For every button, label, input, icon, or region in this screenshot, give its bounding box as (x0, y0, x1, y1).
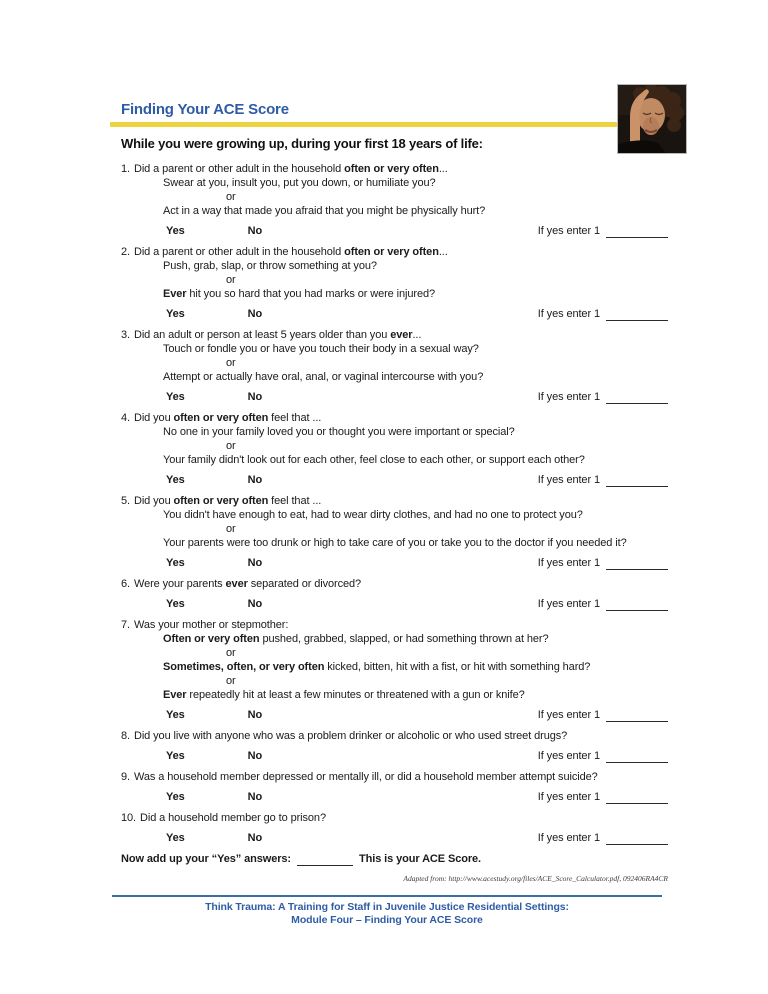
score-entry-blank (606, 599, 668, 611)
score-entry-blank (606, 833, 668, 845)
question-intro (121, 811, 668, 825)
emphasis-text: often or very often (344, 246, 439, 258)
question-sub-line (121, 688, 668, 702)
no-option: No (247, 474, 263, 486)
answer-row (121, 473, 668, 487)
if-yes-label: If yes enter 1 (537, 791, 600, 803)
yes-option: Yes (166, 308, 185, 320)
question-intro (121, 328, 668, 342)
page-title: Finding Your ACE Score (121, 101, 289, 118)
question-number: 5. (121, 495, 130, 507)
no-option: No (247, 225, 263, 237)
total-label: Now add up your “Yes” answers: (121, 853, 291, 865)
if-yes-enter (538, 790, 668, 804)
question-block-4 (121, 411, 668, 487)
if-yes-enter (538, 224, 668, 238)
if-yes-enter (538, 390, 668, 404)
emphasis-text: ever (390, 329, 413, 341)
emphasis-text: Ever (163, 689, 187, 701)
footer-line-2: Module Four – Finding Your ACE Score (291, 914, 483, 926)
question-text: Act in a way that made you afraid that you might be physically hurt? (163, 205, 486, 217)
question-text: Did you live with anyone who was a problem drinker or alcoholic or who used street drugs? (133, 730, 568, 742)
question-text: separated or divorced? (247, 578, 362, 590)
or-label: or (226, 357, 236, 369)
no-option: No (247, 832, 263, 844)
answer-row (121, 749, 668, 763)
no-option: No (247, 391, 263, 403)
question-text: feel that ... (268, 495, 322, 507)
no-option: No (247, 709, 263, 721)
question-text: ... (438, 246, 448, 258)
question-block-6 (121, 577, 668, 611)
question-text: pushed, grabbed, slapped, or had something thrown at her? (259, 633, 549, 645)
question-sub-line (121, 259, 668, 273)
emphasis-text: ever (225, 578, 248, 590)
answer-row (121, 831, 668, 845)
yes-option: Yes (166, 791, 185, 803)
question-text: Was a household member depressed or mentally ill, or did a household member attempt suicide? (133, 771, 598, 783)
score-entry-blank (606, 392, 668, 404)
if-yes-label: If yes enter 1 (537, 557, 600, 569)
or-separator (121, 674, 668, 688)
question-text: Did you (133, 495, 174, 507)
or-label: or (226, 647, 236, 659)
no-option: No (247, 750, 263, 762)
or-separator (121, 190, 668, 204)
question-sub-line (121, 176, 668, 190)
question-text: You didn't have enough to eat, had to wear dirty clothes, and had no one to protect you? (163, 509, 583, 521)
if-yes-enter (538, 831, 668, 845)
or-separator (121, 646, 668, 660)
if-yes-label: If yes enter 1 (537, 832, 600, 844)
score-entry-blank (606, 792, 668, 804)
footer-line-1: Think Trauma: A Training for Staff in Juvenile Justice Residential Settings: (205, 901, 569, 913)
score-entry-blank (606, 475, 668, 487)
or-label: or (226, 675, 236, 687)
question-sub-line (121, 370, 668, 384)
stressed-woman-photo (617, 84, 687, 154)
question-sub-line (121, 425, 668, 439)
question-block-8 (121, 729, 668, 763)
total-suffix: This is your ACE Score. (359, 853, 481, 865)
question-text: Did a household member go to prison? (140, 812, 326, 824)
score-entry-blank (606, 751, 668, 763)
answer-row (121, 556, 668, 570)
or-label: or (226, 274, 236, 286)
if-yes-label: If yes enter 1 (537, 225, 600, 237)
question-number: 9. (121, 771, 130, 783)
question-block-2 (121, 245, 668, 321)
question-intro (121, 162, 668, 176)
question-text: Swear at you, insult you, put you down, or humiliate you? (163, 177, 436, 189)
question-text: No one in your family loved you or thought you were important or special? (163, 426, 515, 438)
answer-row (121, 224, 668, 238)
question-text: Did a parent or other adult in the household (133, 246, 345, 258)
question-sub-line (121, 536, 668, 550)
question-text: Attempt or actually have oral, anal, or vaginal intercourse with you? (163, 371, 484, 383)
question-number: 7. (121, 619, 130, 631)
question-block-7 (121, 618, 668, 722)
total-score-blank (297, 854, 353, 866)
question-block-3 (121, 328, 668, 404)
question-sub-line (121, 508, 668, 522)
intro-heading: While you were growing up, during your first 18 years of life: (121, 136, 483, 151)
emphasis-text: often or very often (173, 412, 269, 424)
answer-row (121, 708, 668, 722)
question-text: Did you (133, 412, 174, 424)
question-sub-line (121, 632, 668, 646)
if-yes-label: If yes enter 1 (537, 750, 600, 762)
question-text: Did a parent or other adult in the household (133, 163, 345, 175)
if-yes-label: If yes enter 1 (537, 308, 600, 320)
question-text: Your parents were too drunk or high to take care of you or take you to the doctor if you needed it? (163, 537, 627, 549)
question-number: 4. (121, 412, 130, 424)
question-text: hit you so hard that you had marks or were injured? (186, 288, 436, 300)
question-text: Were your parents (133, 578, 226, 590)
or-label: or (226, 523, 236, 535)
if-yes-enter (538, 307, 668, 321)
question-sub-line (121, 453, 668, 467)
yes-option: Yes (166, 391, 185, 403)
no-option: No (247, 598, 263, 610)
stressed-woman-photo-art (618, 85, 686, 153)
yellow-divider (110, 122, 617, 127)
no-option: No (247, 791, 263, 803)
question-number: 1. (121, 163, 130, 175)
emphasis-text: Sometimes, often, or very often (163, 661, 325, 673)
source-attribution: Adapted from: http://www.acestudy.org/files/ACE_Score_Calculator.pdf, 092406RA4CR (403, 874, 668, 883)
yes-option: Yes (166, 225, 185, 237)
question-number: 3. (121, 329, 130, 341)
emphasis-text: Ever (163, 288, 187, 300)
questions (121, 162, 668, 886)
yes-option: Yes (166, 598, 185, 610)
question-text: Your family didn't look out for each other, feel close to each other, or support each other? (163, 454, 585, 466)
question-intro (121, 770, 668, 784)
if-yes-label: If yes enter 1 (537, 709, 600, 721)
or-label: or (226, 191, 236, 203)
if-yes-enter (538, 473, 668, 487)
if-yes-enter (538, 556, 668, 570)
question-intro (121, 618, 668, 632)
yes-option: Yes (166, 750, 185, 762)
if-yes-label: If yes enter 1 (537, 598, 600, 610)
or-separator (121, 273, 668, 287)
if-yes-enter (538, 749, 668, 763)
question-number: 6. (121, 578, 130, 590)
score-entry-blank (606, 558, 668, 570)
emphasis-text: often or very often (344, 163, 439, 175)
question-text: Was your mother or stepmother: (133, 619, 289, 631)
score-entry-blank (606, 710, 668, 722)
answer-row (121, 597, 668, 611)
question-number: 8. (121, 730, 130, 742)
question-block-10 (121, 811, 668, 845)
question-intro (121, 245, 668, 259)
question-number: 10. (121, 812, 136, 824)
emphasis-text: Often or very often (163, 633, 260, 645)
total-score-line (121, 852, 668, 866)
question-intro (121, 729, 668, 743)
footer-divider (112, 895, 662, 897)
question-text: ... (412, 329, 422, 341)
question-text: repeatedly hit at least a few minutes or threatened with a gun or knife? (186, 689, 525, 701)
if-yes-label: If yes enter 1 (537, 391, 600, 403)
question-text: kicked, bitten, hit with a fist, or hit with something hard? (324, 661, 591, 673)
question-intro (121, 494, 668, 508)
emphasis-text: often or very often (173, 495, 269, 507)
question-sub-line (121, 660, 668, 674)
yes-option: Yes (166, 474, 185, 486)
question-text: Push, grab, slap, or throw something at you? (163, 260, 377, 272)
question-sub-line (121, 287, 668, 301)
question-sub-line (121, 342, 668, 356)
or-separator (121, 439, 668, 453)
or-label: or (226, 440, 236, 452)
if-yes-enter (538, 708, 668, 722)
no-option: No (247, 308, 263, 320)
yes-option: Yes (166, 557, 185, 569)
no-option: No (247, 557, 263, 569)
question-block-5 (121, 494, 668, 570)
answer-row (121, 307, 668, 321)
question-sub-line (121, 204, 668, 218)
score-entry-blank (606, 309, 668, 321)
question-text: Did an adult or person at least 5 years older than you (133, 329, 391, 341)
question-block-1 (121, 162, 668, 238)
question-block-9 (121, 770, 668, 804)
question-intro (121, 411, 668, 425)
if-yes-enter (538, 597, 668, 611)
question-number: 2. (121, 246, 130, 258)
question-intro (121, 577, 668, 591)
yes-option: Yes (166, 832, 185, 844)
yes-option: Yes (166, 709, 185, 721)
answer-row (121, 790, 668, 804)
score-entry-blank (606, 226, 668, 238)
page-footer (112, 895, 662, 927)
or-separator (121, 522, 668, 536)
question-text: Touch or fondle you or have you touch their body in a sexual way? (163, 343, 479, 355)
answer-row (121, 390, 668, 404)
question-text: ... (438, 163, 448, 175)
or-separator (121, 356, 668, 370)
if-yes-label: If yes enter 1 (537, 474, 600, 486)
question-text: feel that ... (268, 412, 322, 424)
